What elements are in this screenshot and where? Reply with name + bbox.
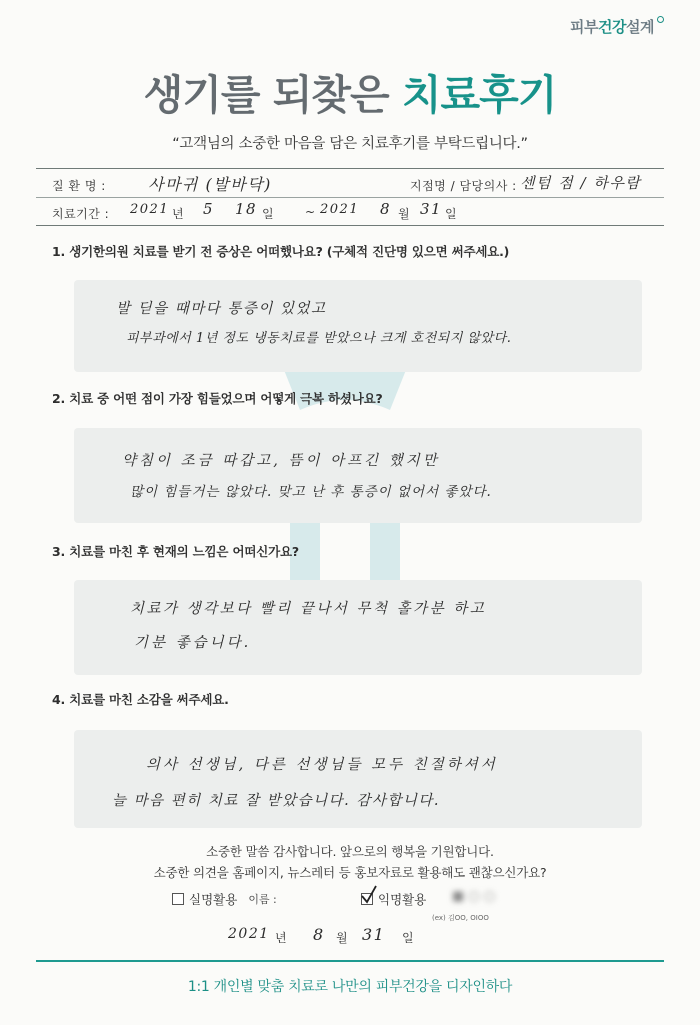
brand-dot-icon [657, 16, 664, 23]
answer-box-3 [74, 580, 642, 675]
sign-month-label: 월 [336, 931, 349, 945]
answer-4-line-1: 의사 선생님, 다른 선생님들 모두 친절하셔서 [146, 757, 498, 773]
sign-date-month: 8 [313, 925, 325, 944]
anonymous-checkbox[interactable] [361, 893, 373, 905]
branch-value: 센텀 점 / 하우람 [520, 174, 642, 192]
answer-3-line-1: 치료가 생각보다 빨리 끝나서 무척 홀가분 하고 [130, 601, 487, 617]
end-month: 8 [380, 200, 392, 218]
period-tilde: ~ [305, 205, 316, 219]
real-name-label: 실명활용 [189, 892, 238, 907]
start-day-label: 일 [262, 207, 275, 221]
brand-suffix: 설계 [626, 18, 654, 36]
title-part1: 생기를 되찾은 [143, 71, 389, 119]
start-month: 5 [203, 200, 215, 218]
page-subtitle: “고객님의 소중한 마음을 담은 치료후기를 부탁드립니다.” [172, 136, 528, 152]
brand-accent: 건강 [598, 18, 627, 36]
answer-1-line-2: 피부과에서 1년 정도 냉동치료를 받았으나 크게 호전되지 않았다. [126, 331, 512, 346]
consent-question: 소중한 의견을 홈페이지, 뉴스레터 등 홍보자료로 활용해도 괜찮으신가요? [153, 865, 547, 880]
question-2-label: 2. 치료 중 어떤 점이 가장 힘들었으며 어떻게 극복 하셨나요? [52, 391, 383, 406]
info-middle-rule [36, 197, 664, 198]
check-icon [360, 885, 378, 905]
period-label: 치료기간 : [52, 207, 110, 221]
end-day: 31 [420, 200, 443, 218]
anonymous-name-value: ■ ○ ○ [452, 889, 496, 904]
end-day-label: 일 [445, 207, 458, 221]
answer-box-2 [74, 428, 642, 523]
question-3-label: 3. 치료를 마친 후 현재의 느낌은 어떠신가요? [52, 544, 299, 559]
sign-year-label: 년 [275, 931, 288, 945]
start-year: 2021 [130, 202, 170, 217]
question-4-label: 4. 치료를 마친 소감을 써주세요. [52, 692, 229, 707]
diagnosis-label: 질 환 명 : [52, 179, 106, 193]
sign-date-day: 31 [362, 925, 386, 944]
brand-prefix: 피부 [570, 18, 599, 36]
diagnosis-value: 사마귀 (발바닥) [148, 175, 272, 194]
footer-rule [36, 960, 664, 962]
end-month-label: 월 [398, 207, 411, 221]
branch-label: 지점명 / 담당의사 : [410, 179, 517, 193]
answer-2-line-2: 많이 힘들거는 않았다. 맞고 난 후 통증이 없어서 좋았다. [130, 484, 492, 500]
info-top-rule [36, 168, 664, 169]
answer-1-line-1: 발 딛을 때마다 통증이 있었고 [116, 301, 327, 317]
answer-box-1 [74, 280, 642, 372]
anonymous-option[interactable] [361, 890, 426, 908]
question-1-label: 1. 생기한의원 치료를 받기 전 증상은 어떠했나요? (구체적 진단명 있으면 써주세요.) [52, 244, 510, 259]
real-name-option[interactable] [172, 890, 277, 908]
answer-4-line-2: 늘 마음 편히 치료 잘 받았습니다. 감사합니다. [112, 793, 440, 809]
end-year: 2021 [320, 202, 360, 217]
real-name-checkbox[interactable] [172, 893, 184, 905]
start-year-label: 년 [172, 207, 185, 221]
info-bottom-rule [36, 225, 664, 226]
brand-logo [570, 16, 664, 37]
sign-day-label: 일 [402, 931, 415, 945]
name-field-label: 이름 : [248, 893, 277, 906]
start-day: 18 [235, 200, 258, 218]
sign-date-year: 2021 [228, 926, 270, 942]
answer-box-4 [74, 730, 642, 828]
answer-2-line-1: 약침이 조금 따갑고, 뜸이 아프긴 했지만 [122, 453, 440, 469]
anonymous-label: 익명활용 [378, 892, 427, 907]
answer-3-line-2: 기분 좋습니다. [134, 635, 252, 651]
footer-slogan: 1:1 개인별 맞춤 치료로 나만의 피부건강을 디자인하다 [187, 979, 513, 995]
thanks-text: 소중한 말씀 감사합니다. 앞으로의 행복을 기원합니다. [206, 844, 494, 859]
page-title [0, 62, 700, 121]
example-note: (ex) 김OO, OIOO [432, 914, 489, 922]
title-part2: 치료후기 [401, 71, 557, 119]
